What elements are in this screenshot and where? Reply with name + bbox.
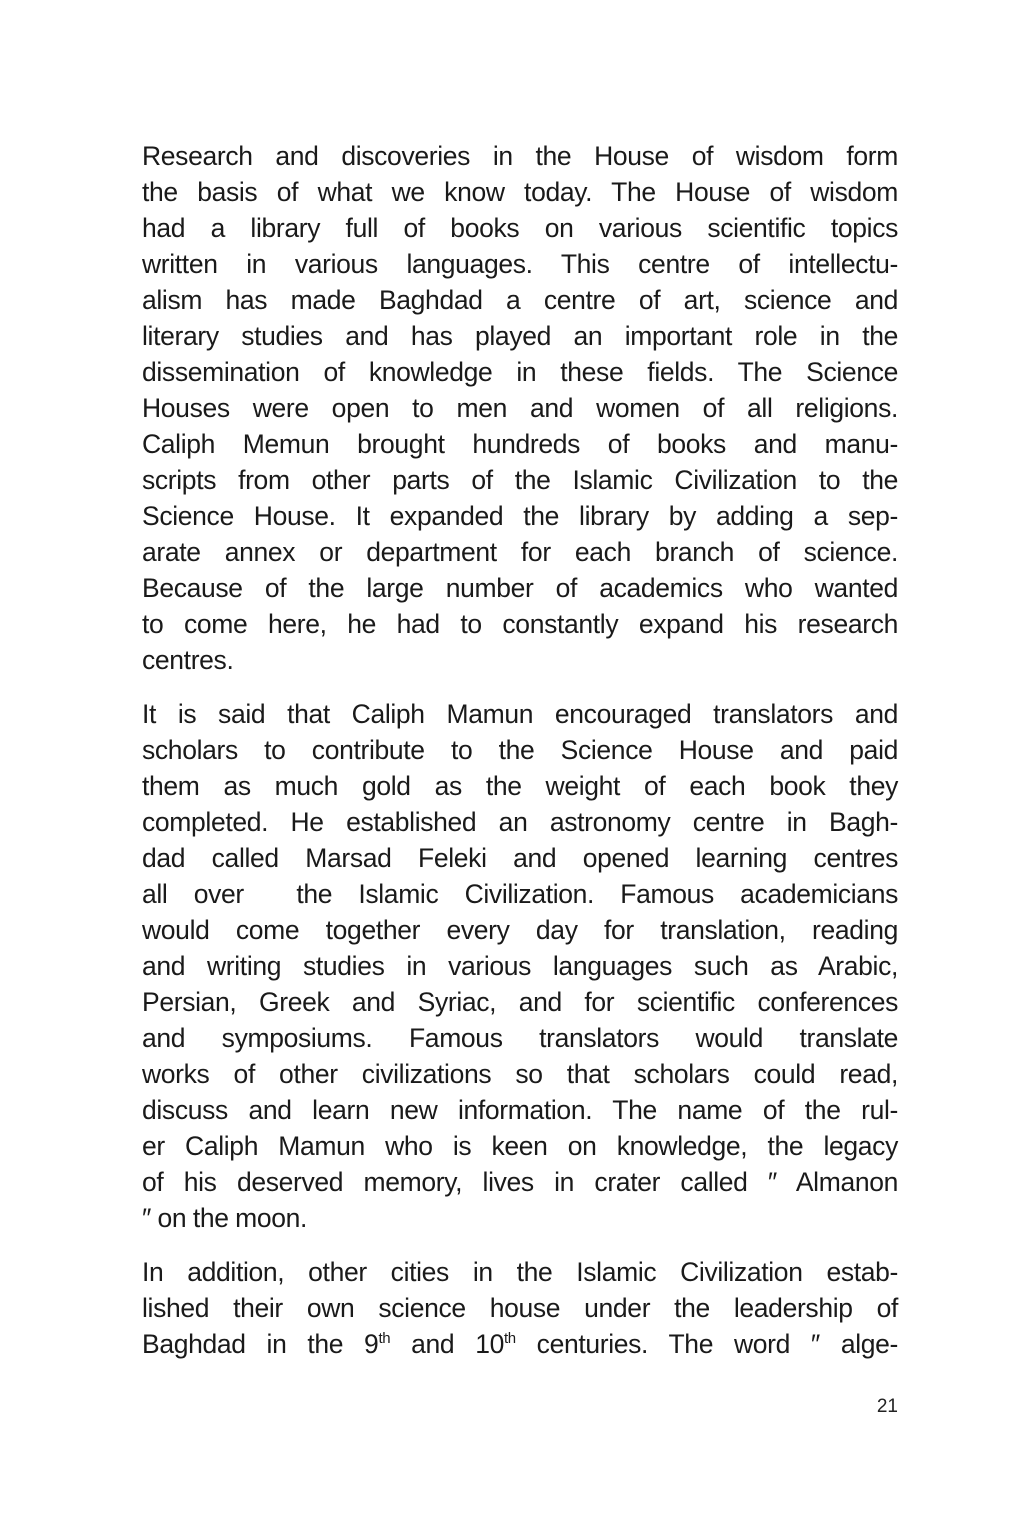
text-line: Science House. It expanded the library by adding a sep- (142, 501, 898, 531)
text-line: completed. He established an astronomy centre in Bagh- (142, 807, 898, 837)
text-line: literary studies and has played an important role in the (142, 321, 898, 351)
ordinal-superscript: th (378, 1330, 391, 1347)
text-line: written in various languages. This centre of intellectu- (142, 249, 898, 279)
text-line: and symposiums. Famous translators would translate (142, 1023, 898, 1053)
text-line: to come here, he had to constantly expand his research (142, 609, 898, 639)
text-fragment: centuries. The word ″ alge- (515, 1329, 898, 1359)
text-line: In addition, other cities in the Islamic Civilization estab- (142, 1257, 898, 1287)
page-number: 21 (876, 1396, 898, 1417)
text-line: It is said that Caliph Mamun encouraged translators and (142, 699, 898, 729)
paragraph-3 (142, 1254, 898, 1362)
ordinal-superscript: th (503, 1330, 516, 1347)
text-line: Houses were open to men and women of all religions. (142, 393, 898, 423)
paragraph-1 (142, 138, 898, 678)
text-line: centres. (142, 645, 234, 675)
text-fragment: Baghdad in the 9 (142, 1329, 379, 1359)
text-line: discuss and learn new information. The name of the rul- (142, 1095, 898, 1125)
text-line: lished their own science house under the leadership of (142, 1293, 898, 1323)
text-line: Caliph Memun brought hundreds of books and manu- (142, 429, 898, 459)
text-line: the basis of what we know today. The House of wisdom (142, 177, 898, 207)
text-line: arate annex or department for each branch of science. (142, 537, 898, 567)
document-page (142, 138, 898, 1380)
text-line: dad called Marsad Feleki and opened learning centres (142, 843, 898, 873)
text-line: er Caliph Mamun who is keen on knowledge, the legacy (142, 1131, 898, 1161)
text-line: them as much gold as the weight of each book they (142, 771, 898, 801)
text-line-with-superscripts (142, 1326, 898, 1362)
text-line: scholars to contribute to the Science House and paid (142, 735, 898, 765)
text-line: all over the Islamic Civilization. Famous academicians (142, 879, 898, 909)
text-line: Research and discoveries in the House of wisdom form (142, 141, 898, 171)
text-line: and writing studies in various languages such as Arabic, (142, 951, 898, 981)
text-line: Because of the large number of academics who wanted (142, 573, 898, 603)
text-line: alism has made Baghdad a centre of art, science and (142, 285, 898, 315)
paragraph-2 (142, 696, 898, 1236)
text-line: Persian, Greek and Syriac, and for scientific conferences (142, 987, 898, 1017)
text-line: dissemination of knowledge in these fields. The Science (142, 357, 898, 387)
text-fragment: and 10 (390, 1329, 504, 1359)
text-line: had a library full of books on various scientific topics (142, 213, 898, 243)
text-line: would come together every day for translation, reading (142, 915, 898, 945)
text-line: ″ on the moon. (142, 1203, 308, 1233)
text-line: works of other civilizations so that scholars could read, (142, 1059, 898, 1089)
text-line: of his deserved memory, lives in crater called ″ Almanon (142, 1167, 898, 1197)
text-line: scripts from other parts of the Islamic Civilization to the (142, 465, 898, 495)
